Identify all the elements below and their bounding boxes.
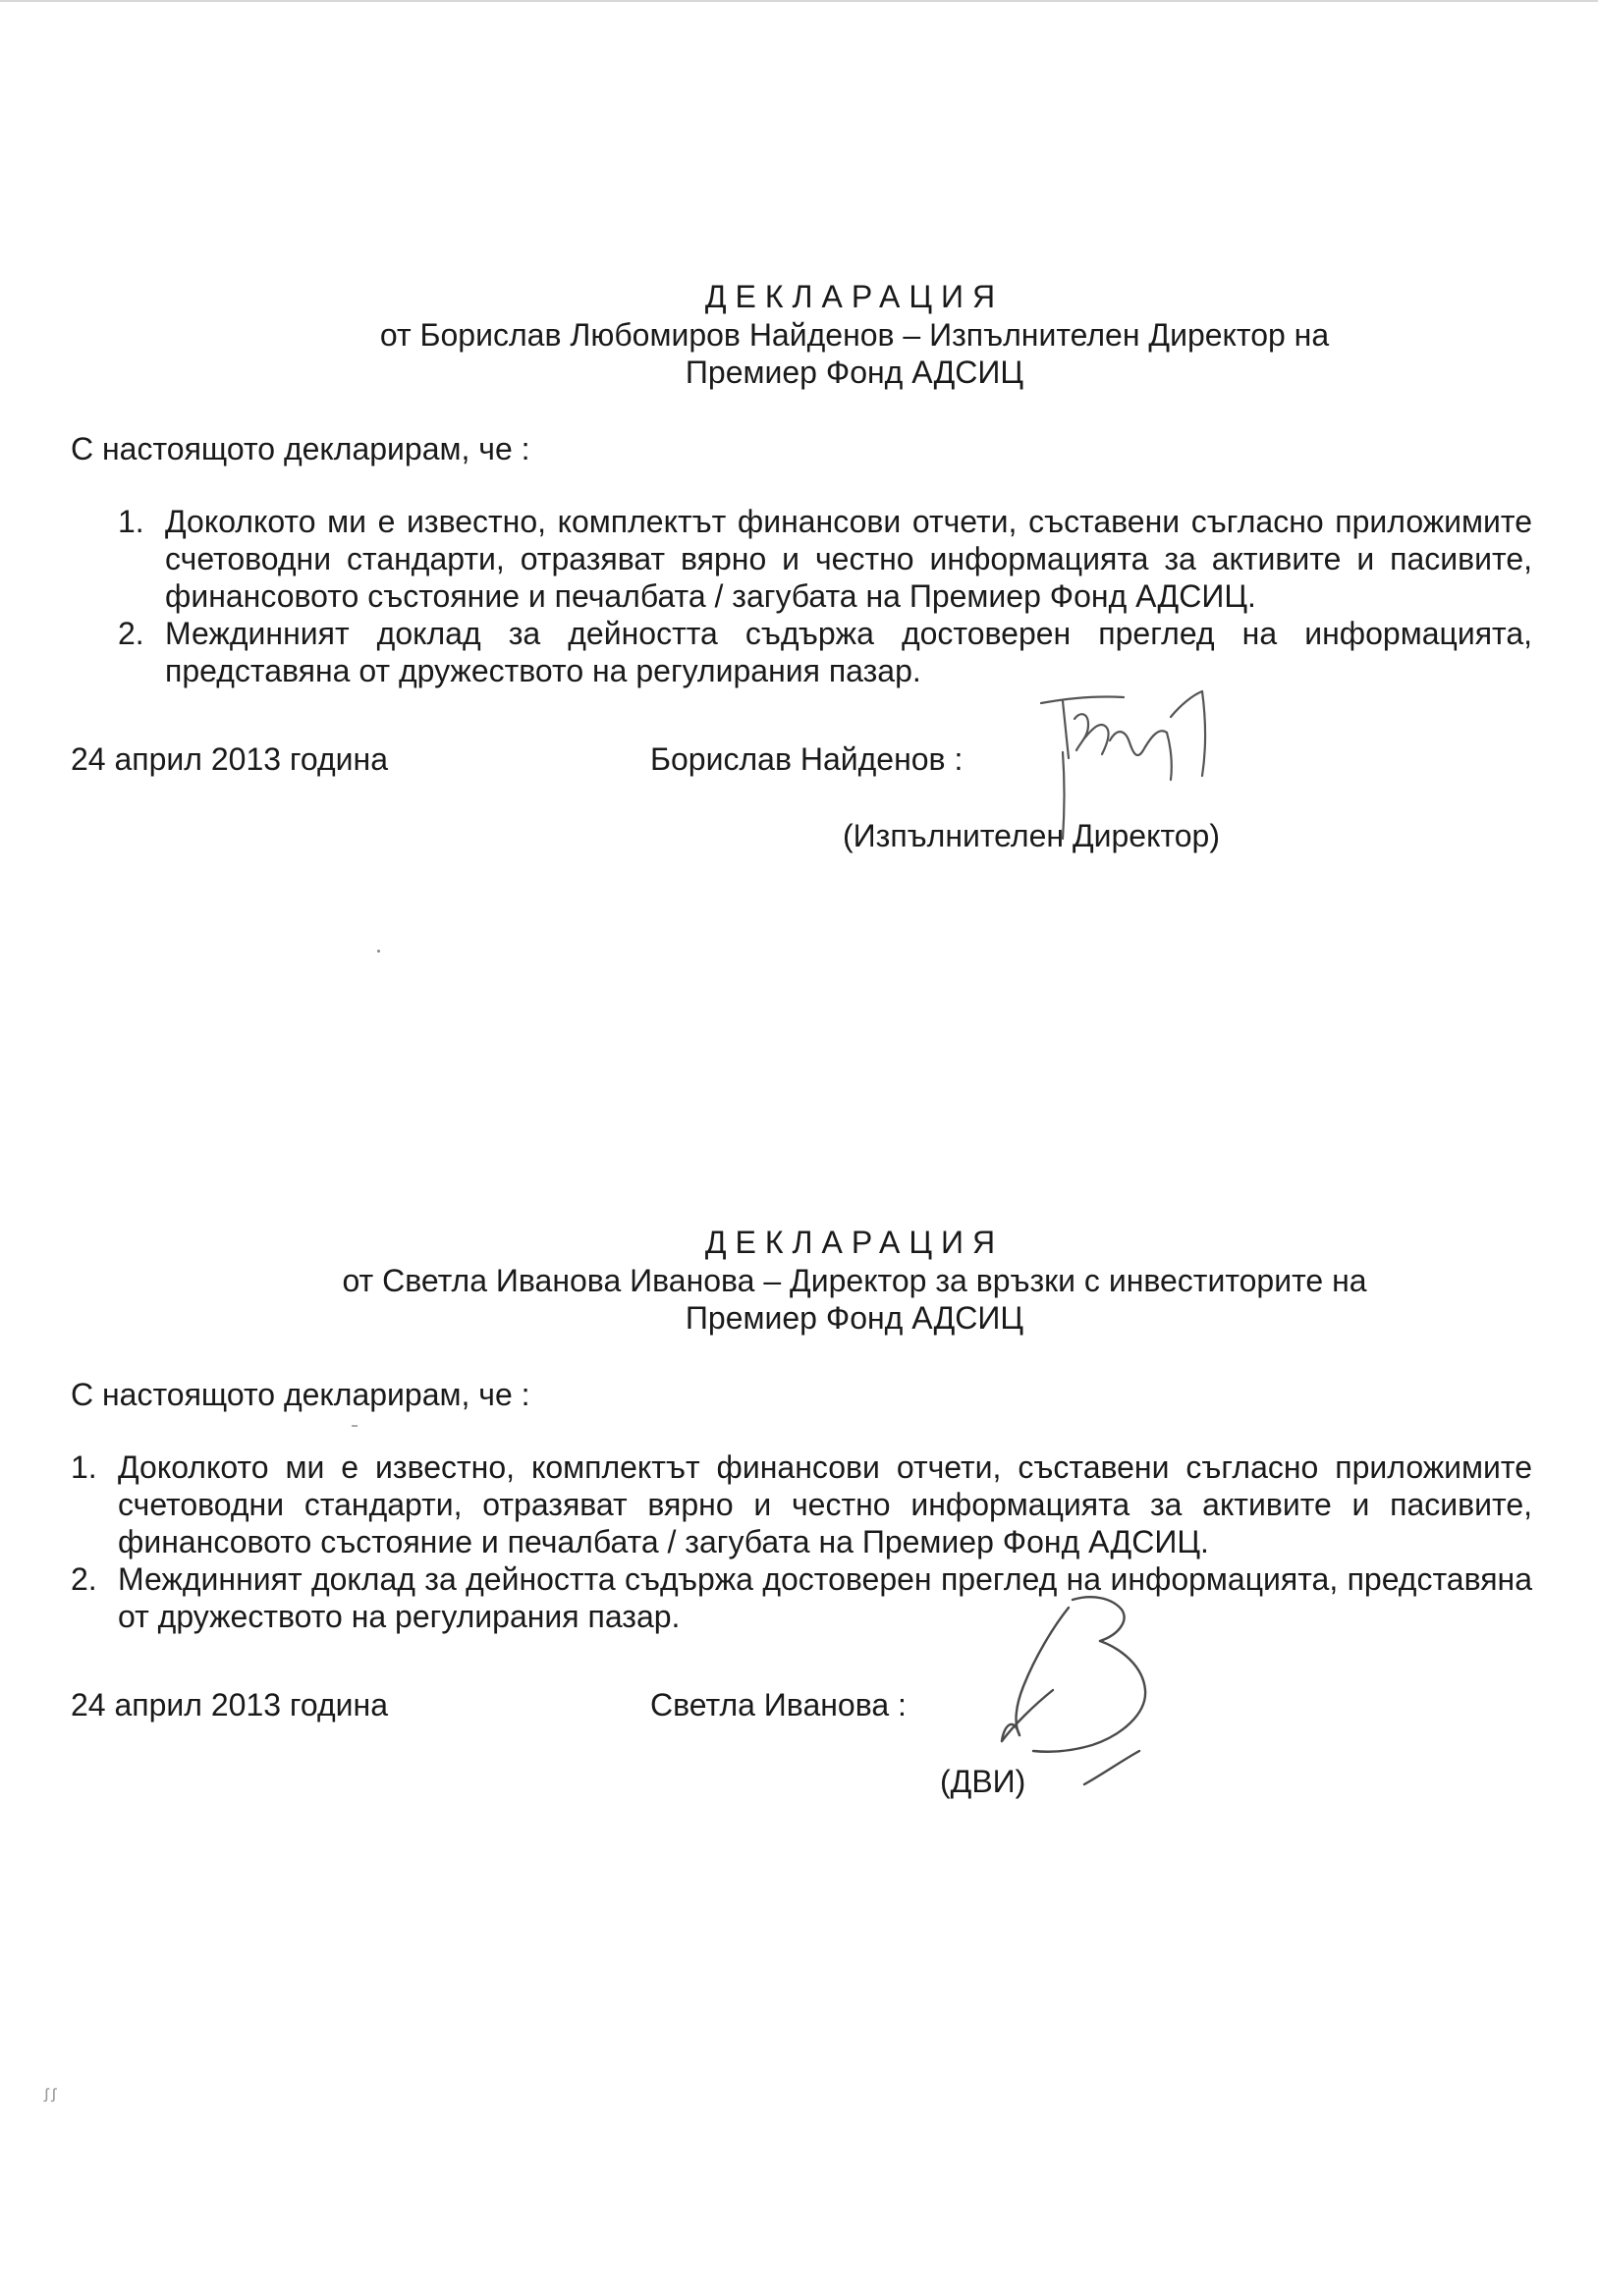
declaration-1 — [71, 277, 1544, 858]
declaration-intro: С настоящото декларирам, че : — [71, 1377, 530, 1412]
list-item — [118, 615, 1532, 689]
scan-speck — [377, 950, 380, 953]
declaration-intro: С настоящото декларирам, че : — [71, 431, 530, 466]
signature-block — [71, 1686, 1544, 1804]
list-item — [118, 503, 1532, 615]
item-text: Междинният доклад за дейността съдържа достоверен преглед на информацията, представяна от дружеството на регулирания пазар. — [118, 1561, 1532, 1634]
item-text: Доколкото ми е известно, комплектът финансови отчети, съставени съгласно приложимите счетоводни стандарти, отразяват вярно и честно информацията за активите и пасивите, финансовото състояние и печалбата / загубата на Премиер Фонд АДСИЦ. — [165, 504, 1532, 614]
item-number: 1. — [71, 1449, 97, 1485]
signer-role: (Изпълнителен Директор) — [843, 818, 1220, 853]
list-item — [71, 1560, 1532, 1635]
signer-name: Светла Иванова : — [650, 1687, 907, 1722]
declaration-items — [71, 1449, 1544, 1635]
scan-top-edge — [0, 0, 1598, 2]
item-number: 2. — [118, 616, 144, 651]
declaration-2 — [71, 1223, 1544, 1804]
declaration-title: ДЕКЛАРАЦИЯ — [704, 279, 1005, 314]
company-line: Премиер Фонд АДСИЦ — [685, 1300, 1024, 1336]
scan-mark: ꭍꭍ — [43, 2086, 58, 2106]
declaration-items — [71, 503, 1544, 689]
signature-date: 24 април 2013 година — [71, 741, 388, 777]
declaration-title: ДЕКЛАРАЦИЯ — [704, 1225, 1005, 1260]
signature-block — [71, 740, 1544, 858]
signature-date: 24 април 2013 година — [71, 1687, 388, 1722]
signer-name: Борислав Найденов : — [650, 741, 964, 777]
item-number: 1. — [118, 504, 144, 539]
item-text: Междинният доклад за дейността съдържа достоверен преглед на информацията, представяна от дружеството на регулирания пазар. — [165, 616, 1532, 688]
item-number: 2. — [71, 1561, 97, 1597]
declarant-line: от Борислав Любомиров Найденов – Изпълнителен Директор на — [379, 317, 1330, 353]
declarant-line: от Светла Иванова Иванова – Директор за връзки с инвеститорите на — [342, 1263, 1367, 1298]
company-line: Премиер Фонд АДСИЦ — [685, 355, 1024, 390]
item-text: Доколкото ми е известно, комплектът финансови отчети, съставени съгласно приложимите счетоводни стандарти, отразяват вярно и честно информацията за активите и пасивите, финансовото състояние и печалбата / загубата на Премиер Фонд АДСИЦ. — [118, 1449, 1532, 1559]
signer-role: (ДВИ) — [940, 1764, 1026, 1799]
scan-speck — [352, 1425, 358, 1427]
list-item — [71, 1449, 1532, 1560]
